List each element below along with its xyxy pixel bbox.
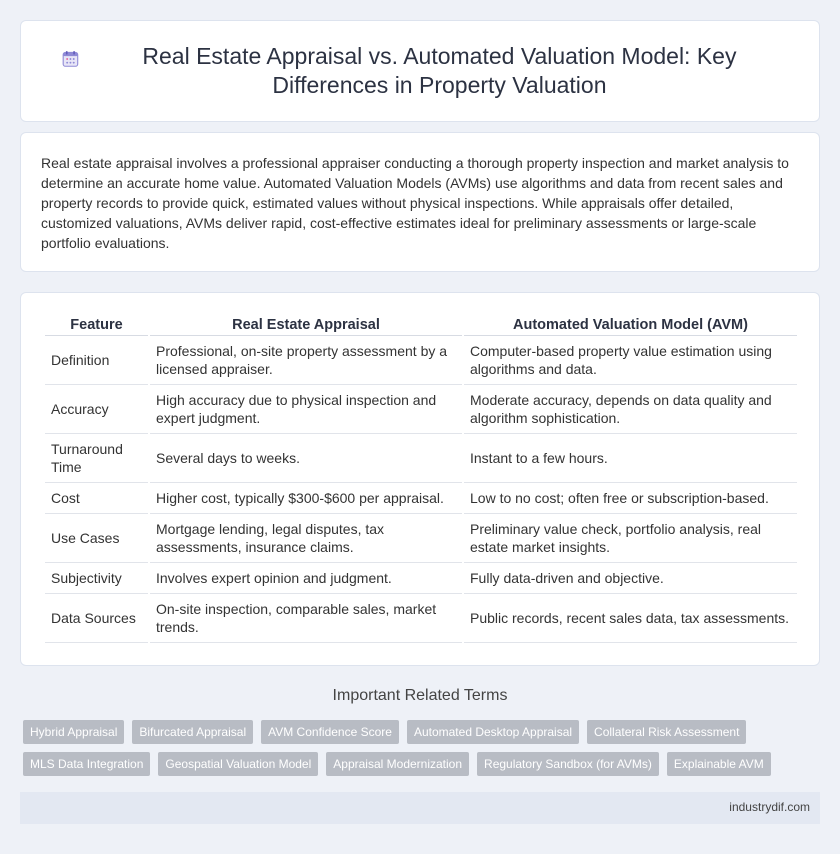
appraisal-cell: On-site inspection, comparable sales, market trends. xyxy=(150,594,462,643)
calendar-icon xyxy=(61,46,80,72)
tag-automated-desktop-appraisal[interactable]: Automated Desktop Appraisal xyxy=(407,720,579,744)
summary-card xyxy=(20,132,820,272)
avm-cell: Preliminary value check, portfolio analysis, real estate market insights. xyxy=(464,514,797,563)
page-title: Real Estate Appraisal vs. Automated Valuation Model: Key Differences in Property Valuation xyxy=(142,43,737,98)
header-avm: Automated Valuation Model (AVM) xyxy=(464,313,797,336)
summary-text: Real estate appraisal involves a professional appraiser conducting a thorough property inspection and market analysis to determine an accurate home value. Automated Valuation Models (AVMs) use algorithms and data from recent sales and property records to provide quick, estimated values without physical inspections. While appraisals offer detailed, customized valuations, AVMs deliver rapid, cost-effective estimates ideal for preliminary assessments or large-scale portfolio evaluations. xyxy=(41,155,789,251)
appraisal-cell: Higher cost, typically $300-$600 per appraisal. xyxy=(150,483,462,514)
footer-site[interactable]: industrydif.com xyxy=(729,800,810,814)
feature-cell: Data Sources xyxy=(45,594,148,643)
feature-cell: Accuracy xyxy=(45,385,148,434)
avm-cell: Instant to a few hours. xyxy=(464,434,797,483)
tag-regulatory-sandbox[interactable]: Regulatory Sandbox (for AVMs) xyxy=(477,752,659,776)
title-card xyxy=(20,20,820,122)
avm-cell: Computer-based property value estimation using algorithms and data. xyxy=(464,336,797,385)
feature-cell: Use Cases xyxy=(45,514,148,563)
tag-hybrid-appraisal[interactable]: Hybrid Appraisal xyxy=(23,720,124,744)
appraisal-cell: High accuracy due to physical inspection and expert judgment. xyxy=(150,385,462,434)
table-row xyxy=(45,483,797,514)
related-terms-list xyxy=(23,720,823,784)
table-row xyxy=(45,434,797,483)
title-wrap xyxy=(61,42,779,100)
table-row xyxy=(45,385,797,434)
table-row xyxy=(45,563,797,594)
appraisal-cell: Professional, on-site property assessment by a licensed appraiser. xyxy=(150,336,462,385)
table-row xyxy=(45,336,797,385)
header-feature: Feature xyxy=(45,313,148,336)
tag-explainable-avm[interactable]: Explainable AVM xyxy=(667,752,771,776)
appraisal-cell: Several days to weeks. xyxy=(150,434,462,483)
table-row xyxy=(45,514,797,563)
header-appraisal: Real Estate Appraisal xyxy=(150,313,462,336)
tag-geospatial-valuation-model[interactable]: Geospatial Valuation Model xyxy=(158,752,318,776)
tag-mls-data-integration[interactable]: MLS Data Integration xyxy=(23,752,150,776)
avm-cell: Fully data-driven and objective. xyxy=(464,563,797,594)
feature-cell: Definition xyxy=(45,336,148,385)
feature-cell: Subjectivity xyxy=(45,563,148,594)
avm-cell: Public records, recent sales data, tax assessments. xyxy=(464,594,797,643)
feature-cell: Cost xyxy=(45,483,148,514)
tag-bifurcated-appraisal[interactable]: Bifurcated Appraisal xyxy=(132,720,253,744)
footer xyxy=(20,792,820,824)
feature-cell: Turnaround Time xyxy=(45,434,148,483)
tag-avm-confidence-score[interactable]: AVM Confidence Score xyxy=(261,720,399,744)
comparison-table xyxy=(43,313,799,643)
comparison-table-card xyxy=(20,292,820,666)
avm-cell: Low to no cost; often free or subscription-based. xyxy=(464,483,797,514)
appraisal-cell: Involves expert opinion and judgment. xyxy=(150,563,462,594)
table-row xyxy=(45,594,797,643)
avm-cell: Moderate accuracy, depends on data quality and algorithm sophistication. xyxy=(464,385,797,434)
tag-collateral-risk-assessment[interactable]: Collateral Risk Assessment xyxy=(587,720,746,744)
tag-appraisal-modernization[interactable]: Appraisal Modernization xyxy=(326,752,469,776)
appraisal-cell: Mortgage lending, legal disputes, tax assessments, insurance claims. xyxy=(150,514,462,563)
related-terms-heading: Important Related Terms xyxy=(332,687,508,704)
